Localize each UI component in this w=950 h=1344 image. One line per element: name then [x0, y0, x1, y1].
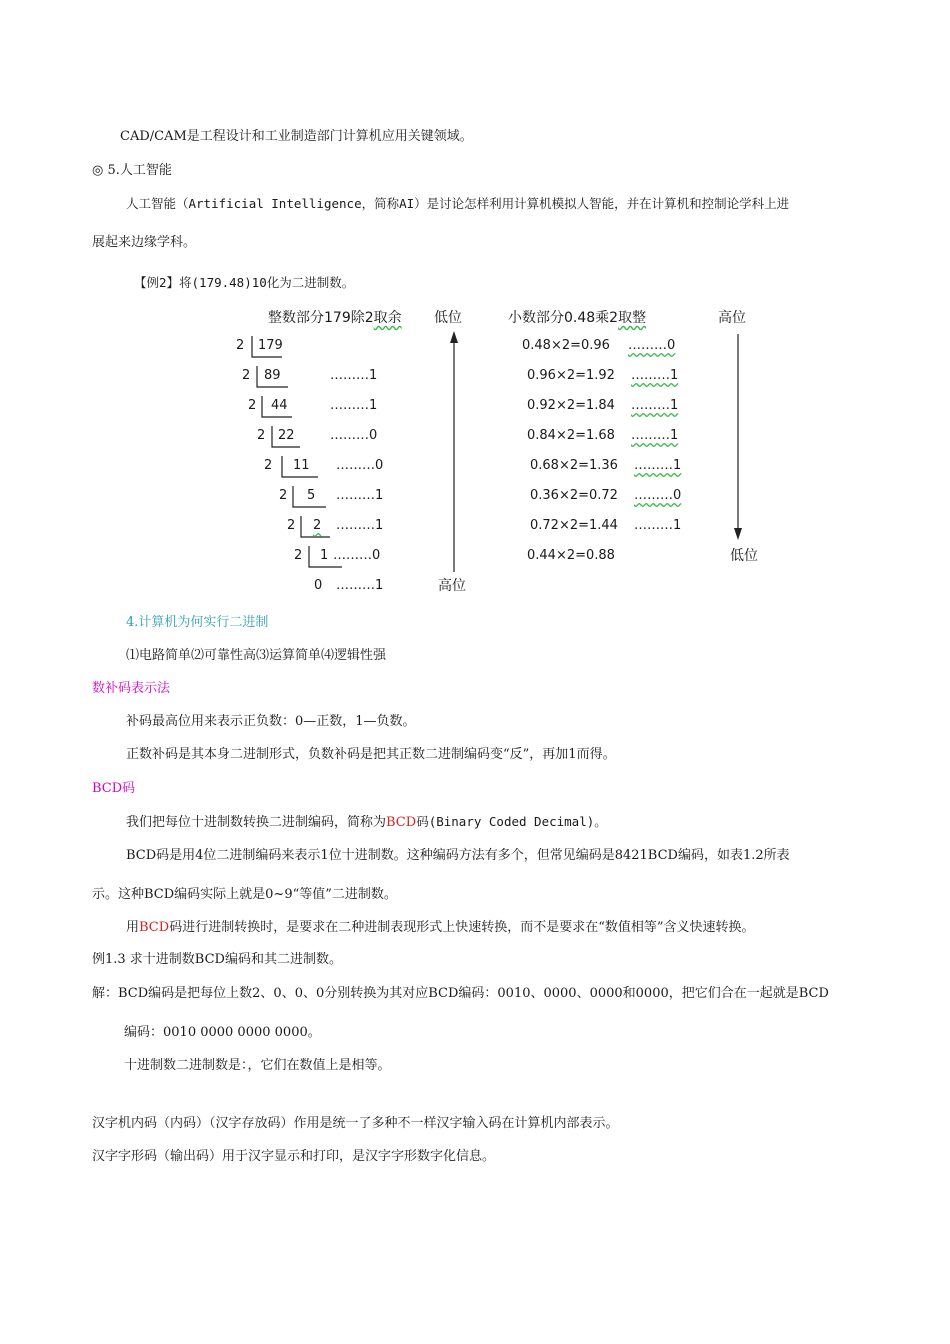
complement-line2: 正数补码是其本身二进制形式，负数补码是把其正数二进制编码变“反”，再加1而得。 — [126, 747, 616, 762]
division-remainder: ………0 — [333, 548, 381, 563]
fraction-part-title: 小数部分0.48乘2取整 — [508, 310, 647, 326]
division-divisor: 2 — [257, 428, 266, 443]
division-divisor: 2 — [279, 488, 288, 503]
down-arrow-head — [734, 528, 742, 540]
multiplication-step: 0.96×2=1.92 — [527, 368, 615, 383]
division-remainder: ………0 — [330, 428, 378, 443]
division-divisor: 2 — [264, 458, 273, 473]
low-bit-label-bottom: 低位 — [730, 548, 758, 564]
division-quotient: 179 — [258, 338, 283, 353]
bcd-line1: 我们把每位十进制数转换二进制编码，简称为BCD码(Binary Coded Decimal)。 — [126, 814, 607, 830]
division-divisor: 2 — [294, 548, 303, 563]
solution-line2: 编码：0010 0000 0000 0000。 — [124, 1025, 321, 1040]
multiplication-step: 0.72×2=1.44 — [530, 518, 618, 533]
multiplication-step: 0.36×2=0.72 — [530, 488, 618, 503]
high-bit-label-bottom: 高位 — [438, 578, 466, 594]
chinese-internal-code: 汉字机内码（内码）（汉字存放码）作用是统一了多种不一样汉字输入码在计算机内部表示。 — [92, 1116, 619, 1131]
multiplication-step: 0.48×2=0.96 — [522, 338, 610, 353]
multiplication-digit: ………0 — [628, 338, 676, 353]
division-quotient: 2 — [313, 518, 322, 533]
paragraph-ai-line1: 人工智能（Artificial Intelligence，简称AI）是讨论怎样利用计算机模拟人智能，并在计算机和控制论学科上进 — [126, 196, 790, 211]
multiplication-digit: ………1 — [631, 368, 679, 383]
division-remainder: ………1 — [336, 488, 384, 503]
division-divisor: 2 — [287, 518, 296, 533]
division-quotient: 44 — [271, 398, 288, 413]
multiplication-digit: ………1 — [631, 398, 679, 413]
multiplication-step: 0.92×2=1.84 — [527, 398, 615, 413]
multiplication-digit: ………1 — [634, 518, 682, 533]
paragraph-ai-line2: 展起来边缘学科。 — [92, 235, 197, 250]
high-bit-label-top: 高位 — [718, 310, 746, 326]
low-bit-label-top: 低位 — [434, 310, 462, 326]
multiplication-step: 0.84×2=1.68 — [527, 428, 615, 443]
section-4-heading: 4.计算机为何实行二进制 — [126, 615, 269, 630]
division-quotient: 1 — [320, 548, 329, 563]
bcd-line4: 用BCD码进行进制转换时，是要求在二种进制表现形式上快速转换，而不是要求在“数值相等”含义快速转换。 — [126, 920, 755, 935]
division-remainder: ………0 — [336, 458, 384, 473]
solution-line1: 解：BCD编码是把每位上数2、0、0、0分别转换为其对应BCD编码：0010、0000、0000和0000，把它们合在一起就是BCD — [92, 986, 829, 1001]
division-remainder: ………1 — [330, 368, 378, 383]
up-arrow-head — [450, 331, 458, 343]
chinese-glyph-code: 汉字字形码（输出码）用于汉字显示和打印，是汉字字形数字化信息。 — [92, 1149, 496, 1164]
division-remainder: ………1 — [330, 398, 378, 413]
heading-ai: ◎ 5.人工智能 — [92, 163, 172, 178]
division-quotient: 0 — [314, 578, 323, 593]
complement-heading: 数补码表示法 — [92, 681, 171, 696]
division-quotient: 22 — [278, 428, 295, 443]
bcd-heading: BCD码 — [92, 781, 136, 796]
multiplication-digit: ………0 — [634, 488, 682, 503]
complement-line1: 补码最高位用来表示正负数：0—正数，1—负数。 — [126, 714, 416, 729]
multiplication-digit: ………1 — [634, 458, 682, 473]
diagram-lines — [0, 0, 950, 620]
multiplication-digit: ………1 — [631, 428, 679, 443]
division-quotient: 11 — [293, 458, 310, 473]
example-1-3-title: 例1.3 求十进制数BCD编码和其二进制数。 — [92, 952, 342, 967]
division-remainder: ………1 — [336, 518, 384, 533]
solution-line3: 十进制数二进制数是：，它们在数值上是相等。 — [124, 1058, 391, 1073]
division-divisor: 2 — [242, 368, 251, 383]
division-divisor: 2 — [248, 398, 257, 413]
bcd-line2: BCD码是用4位二进制编码来表示1位十进制数。这种编码方法有多个，但常见编码是8421BCD编码，如表1.2所表 — [126, 848, 790, 863]
division-remainder: ………1 — [336, 578, 384, 593]
integer-part-title: 整数部分179除2取余 — [268, 310, 402, 326]
multiplication-step: 0.44×2=0.88 — [527, 548, 615, 563]
division-divisor: 2 — [236, 338, 245, 353]
paragraph-cadcam: CAD/CAM是工程设计和工业制造部门计算机应用关键领域。 — [120, 129, 473, 144]
example-2-title: 【例2】将(179.48)10化为二进制数。 — [134, 275, 355, 290]
bcd-line3: 示。这种BCD编码实际上就是0~9“等值”二进制数。 — [92, 887, 397, 902]
division-quotient: 5 — [307, 488, 316, 503]
division-quotient: 89 — [264, 368, 281, 383]
multiplication-step: 0.68×2=1.36 — [530, 458, 618, 473]
section-4-reasons: ⑴电路简单⑵可靠性高⑶运算简单⑷逻辑性强 — [126, 648, 387, 663]
